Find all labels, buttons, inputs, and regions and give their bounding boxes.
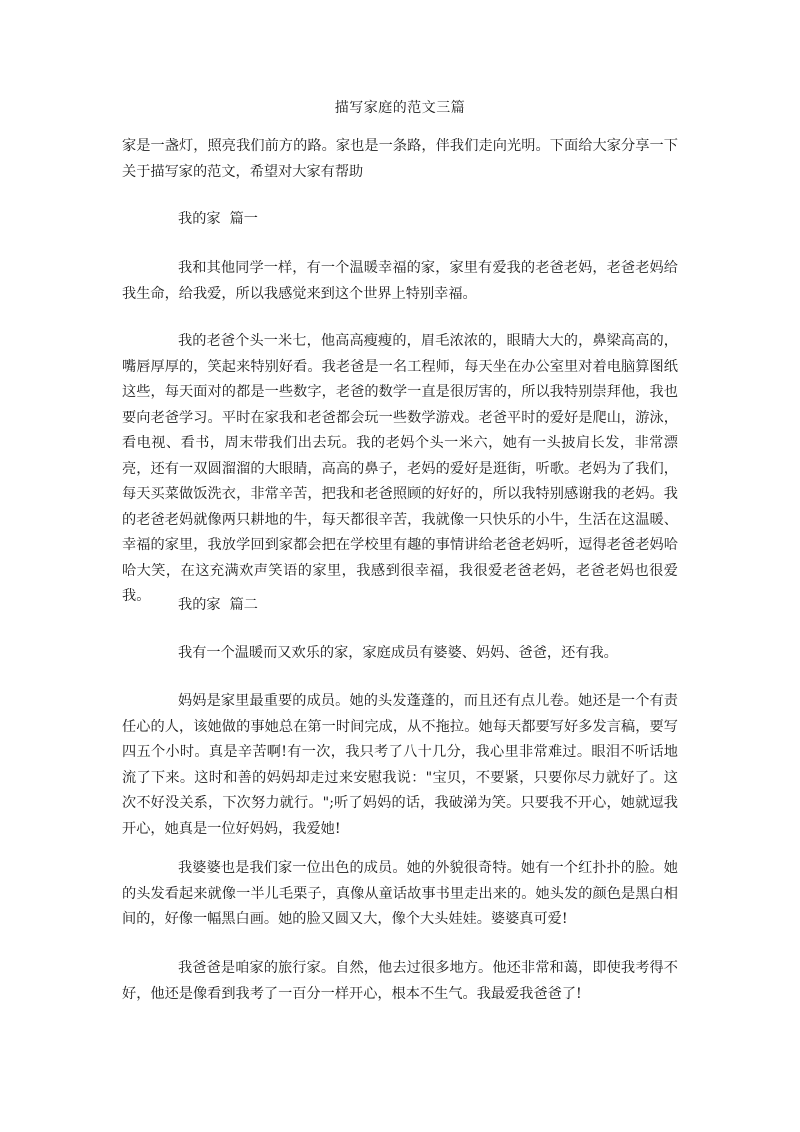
paragraph-2-2: 妈妈是家里最重要的成员。她的头发蓬蓬的，而且还有点儿卷。她还是一个有责任心的人，该她做的事她总在第一时间完成，从不拖拉。她每天都要写好多发言稿，要写四五个小时。真是辛苦啊!有一次，我只考了八十几分，我心里非常难过。眼泪不听话地流了下来。这时和善的妈妈却走过来安慰我说："宝贝，不要紧，只要你尽力就好了。这次不好没关系，下次努力就行。";听了妈妈的话，我破涕为笑。只要我不开心，她就逗我开心，她真是一位好妈妈，我爱她!	[122, 693, 678, 837]
paragraph-2-3: 我婆婆也是我们家一位出色的成员。她的外貌很奇特。她有一个红扑扑的脸。她的头发看起来就像一半儿毛栗子，真像从童话故事书里走出来的。她头发的颜色是黑白相间的，好像一幅黑白画。她的脸又圆又大，像个大头娃娃。婆婆真可爱!	[122, 860, 678, 927]
section-heading-1: 我的家 篇一	[178, 211, 258, 227]
document-title: 描写家庭的范文三篇	[334, 100, 466, 116]
paragraph-2-1: 我有一个温暖而又欢乐的家，家庭成员有婆婆、妈妈、爸爸，还有我。	[178, 645, 618, 661]
paragraph-1-2: 我的老爸个头一米七，他高高瘦瘦的，眉毛浓浓的，眼睛大大的，鼻梁高高的，嘴唇厚厚的，笑起来特别好看。我老爸是一名工程师，每天坐在办公室里对着电脑算图纸这些，每天面对的都是一些数字，老爸的数学一直是很厉害的，所以我特别崇拜他，我也要向老爸学习。平时在家我和老爸都会玩一些数学游戏。老爸平时的爱好是爬山，游泳，看电视、看书，周末带我们出去玩。我的老妈个头一米六，她有一头披肩长发，非常漂亮，还有一双圆溜溜的大眼睛，高高的鼻子，老妈的爱好是逛街，听歌。老妈为了我们，每天买菜做饭洗衣，非常辛苦，把我和老爸照顾的好好的，所以我特别感谢我的老妈。我的老爸老妈就像两只耕地的牛，每天都很辛苦，我就像一只快乐的小牛，生活在这温暖、幸福的家里，我放学回到家都会把在学校里有趣的事情讲给老爸老妈听，逗得老爸老妈哈哈大笑，在这充满欢声笑语的家里，我感到很幸福，我很爱老爸老妈，老爸老妈也很爱我。	[122, 333, 678, 604]
paragraph-2-4: 我爸爸是咱家的旅行家。自然，他去过很多地方。他还非常和蔼，即使我考得不好，他还是像看到我考了一百分一样开心，根本不生气。我最爱我爸爸了!	[122, 960, 678, 1002]
section-heading-2: 我的家 篇二	[178, 597, 258, 613]
intro-paragraph: 家是一盏灯，照亮我们前方的路。家也是一条路，伴我们走向光明。下面给大家分享一下关于描写家的范文，希望对大家有帮助	[122, 138, 678, 180]
paragraph-1-1: 我和其他同学一样，有一个温暖幸福的家，家里有爱我的老爸老妈，老爸老妈给我生命，给我爱，所以我感觉来到这个世界上特别幸福。	[122, 260, 678, 302]
